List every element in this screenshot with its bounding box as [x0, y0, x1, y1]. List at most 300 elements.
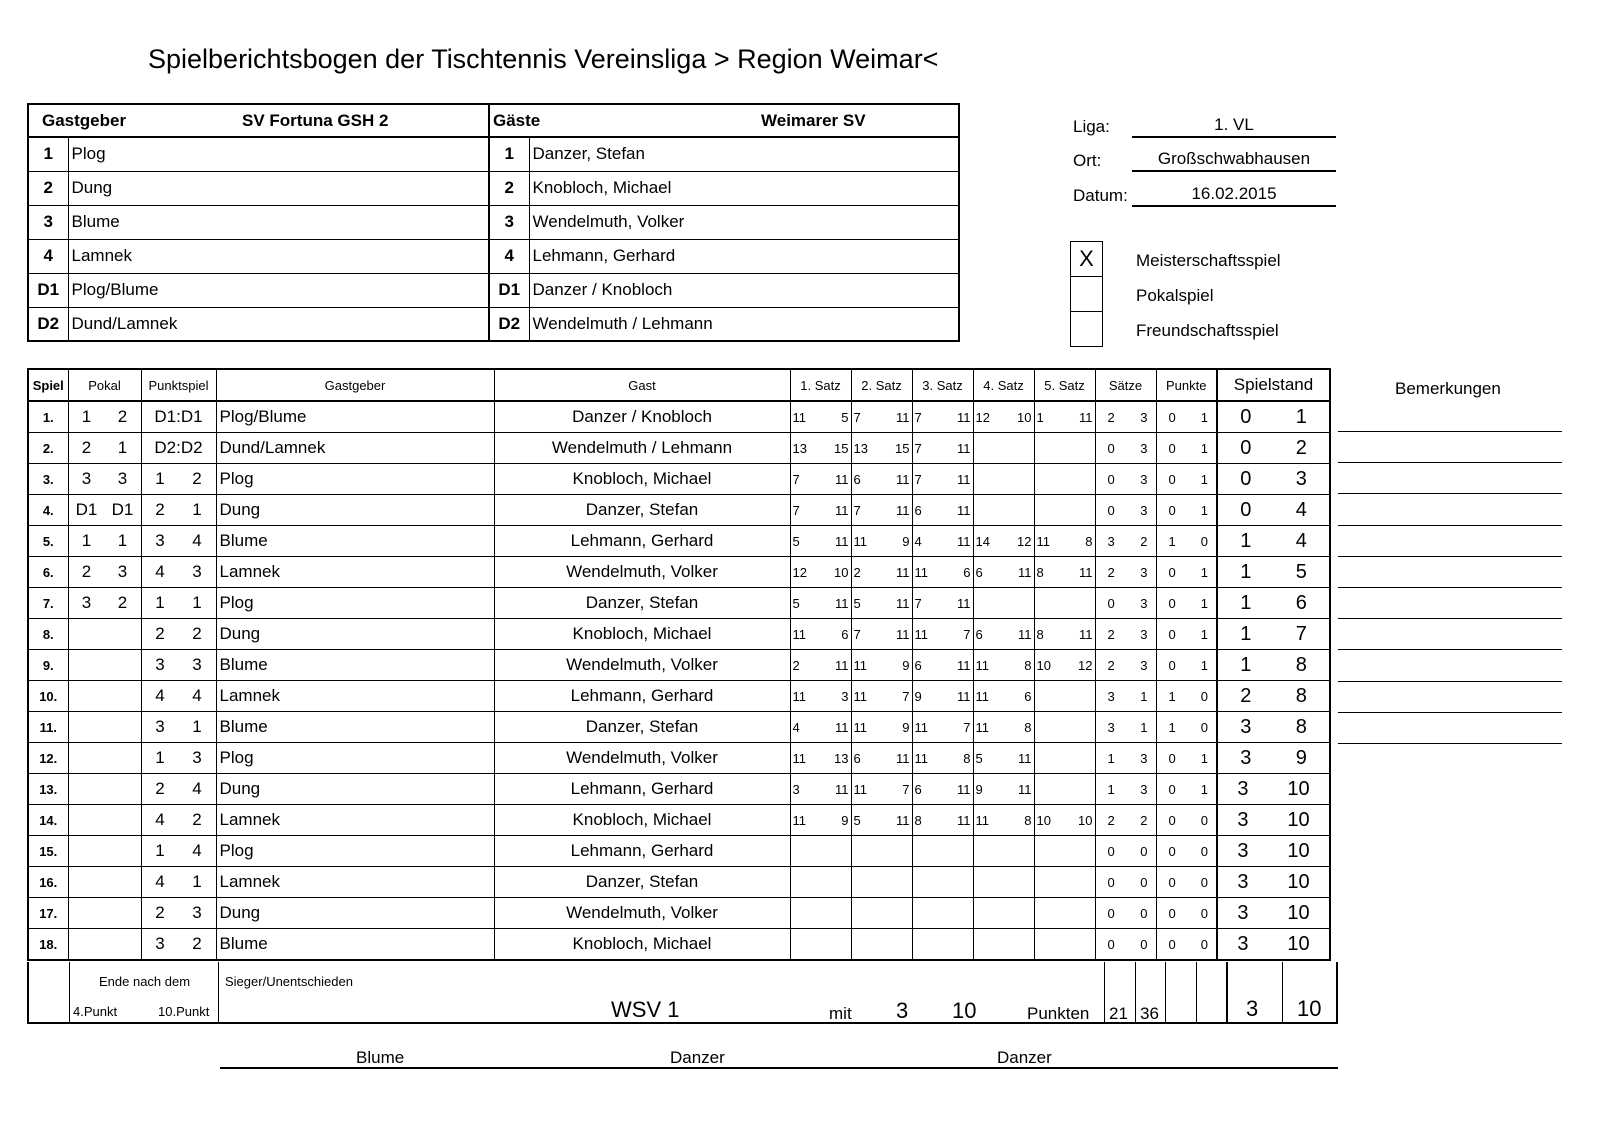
set-4-score — [973, 867, 1034, 898]
punktspiel-host: 4 — [155, 872, 165, 891]
match-row — [28, 650, 1330, 681]
punkte-pair — [1157, 782, 1217, 797]
match-guest-player: Wendelmuth, Volker — [494, 898, 790, 929]
set-host-points: 10 — [1036, 812, 1051, 828]
punktspiel-cell — [141, 650, 216, 681]
punktspiel-cell — [141, 712, 216, 743]
spielstand-cell — [1217, 712, 1330, 743]
spielstand-cell — [1217, 495, 1330, 526]
match-row — [28, 557, 1330, 588]
match-number: 13. — [28, 774, 68, 805]
pokal-guest: 2 — [117, 593, 128, 612]
liga-value: 1. VL — [1132, 114, 1336, 138]
punkte-cell — [1156, 867, 1217, 898]
punkte-host: 0 — [1168, 440, 1176, 456]
saetze-cell — [1095, 712, 1156, 743]
signature-host: Blume — [356, 1048, 405, 1067]
set-2-score — [851, 743, 912, 774]
set-score-pair — [1035, 534, 1095, 549]
set-2-score — [851, 805, 912, 836]
remark-line — [1338, 712, 1562, 713]
set-host-points: 7 — [853, 409, 861, 425]
saetze-host: 3 — [1107, 533, 1115, 549]
set-guest-points: 11 — [957, 471, 971, 487]
header-satz4: 4. Satz — [973, 369, 1034, 401]
set-1-score — [790, 898, 851, 929]
punkte-host: 1 — [1168, 719, 1176, 735]
freundschaft-label: Freundschaftsspiel — [1136, 321, 1279, 340]
header-pokal: Pokal — [68, 369, 141, 401]
match-row — [28, 401, 1330, 433]
set-guest-points: 11 — [957, 440, 971, 456]
spielstand-guest: 5 — [1295, 560, 1307, 583]
set-host-points: 3 — [792, 781, 800, 797]
pokal-guest: 1 — [117, 438, 128, 457]
punktspiel-host: 1 — [155, 593, 165, 612]
saetze-cell — [1095, 681, 1156, 712]
saetze-host: 2 — [1107, 409, 1115, 425]
spielstand-guest: 1 — [1295, 405, 1307, 428]
set-score-pair — [913, 782, 973, 797]
saetze-cell — [1095, 526, 1156, 557]
set-score-pair — [791, 689, 851, 704]
set-2-score — [851, 836, 912, 867]
set-host-points: 6 — [975, 626, 983, 642]
results-table — [27, 368, 1331, 961]
pokal-pair — [69, 469, 141, 489]
spielstand-pair — [1218, 840, 1329, 863]
set-score-pair — [974, 410, 1034, 425]
set-score-pair — [791, 534, 851, 549]
punkte-host: 0 — [1168, 874, 1176, 890]
set-1-score — [790, 867, 851, 898]
set-score-pair — [852, 813, 912, 828]
spielstand-host: 0 — [1240, 405, 1252, 428]
signature-referee: Danzer — [997, 1048, 1052, 1067]
set-2-score — [851, 929, 912, 961]
match-host-player: Lamnek — [216, 557, 494, 588]
punktspiel-cell — [141, 433, 216, 464]
datum-value: 16.02.2015 — [1132, 183, 1336, 207]
set-1-score — [790, 433, 851, 464]
saetze-cell — [1095, 433, 1156, 464]
set-host-points: 11 — [792, 626, 806, 642]
set-guest-points: 10 — [1017, 409, 1032, 425]
host-player-name: Lamnek — [68, 239, 489, 273]
match-guest-player: Danzer, Stefan — [494, 588, 790, 619]
total-saetze-guest: 36 — [1140, 1004, 1159, 1023]
punkte-pair — [1157, 627, 1217, 642]
host-player-number: 2 — [28, 171, 68, 205]
set-guest-points: 11 — [835, 781, 849, 797]
set-score-pair — [974, 534, 1034, 549]
punktspiel-cell — [141, 495, 216, 526]
spielstand-guest: 8 — [1295, 715, 1307, 738]
pokal-cell — [68, 650, 141, 681]
saetze-pair — [1096, 844, 1156, 859]
set-guest-points: 11 — [896, 471, 910, 487]
punkte-pair — [1157, 410, 1217, 425]
remark-line — [1338, 556, 1562, 557]
set-guest-points: 11 — [1018, 626, 1032, 642]
punktspiel-pair — [142, 748, 216, 768]
set-guest-points: 8 — [1085, 533, 1093, 549]
saetze-guest: 0 — [1140, 843, 1148, 859]
punktspiel-guest: 2 — [192, 624, 202, 643]
ende-punkt4: 4.Punkt — [73, 1004, 118, 1019]
punktspiel-cell — [141, 401, 216, 433]
match-guest-player: Knobloch, Michael — [494, 929, 790, 961]
punktspiel-host: 3 — [155, 934, 165, 953]
match-row — [28, 619, 1330, 650]
punkte-guest: 0 — [1200, 874, 1208, 890]
punkten-label: Punkten — [1027, 1004, 1090, 1023]
set-score-pair — [791, 782, 851, 797]
set-3-score — [912, 619, 973, 650]
host-header — [28, 104, 489, 137]
header-punkte: Punkte — [1156, 369, 1217, 401]
set-score-pair — [974, 813, 1034, 828]
spielstand-host: 0 — [1240, 467, 1252, 490]
pokal-cell — [68, 681, 141, 712]
set-guest-points: 7 — [963, 719, 971, 735]
punkte-host: 0 — [1168, 812, 1176, 828]
saetze-host: 2 — [1107, 657, 1115, 673]
spielstand-host: 3 — [1237, 839, 1249, 862]
guest-player-name: Wendelmuth, Volker — [529, 205, 959, 239]
set-guest-points: 11 — [1018, 750, 1032, 766]
saetze-host: 3 — [1107, 688, 1115, 704]
set-1-score — [790, 836, 851, 867]
set-score-pair — [852, 441, 912, 456]
match-guest-player: Wendelmuth, Volker — [494, 743, 790, 774]
set-guest-points: 9 — [902, 533, 910, 549]
set-score-pair — [913, 658, 973, 673]
set-guest-points: 15 — [834, 440, 849, 456]
set-score-pair — [913, 627, 973, 642]
set-guest-points: 11 — [896, 626, 910, 642]
punktspiel-pair — [142, 779, 216, 799]
set-3-score — [912, 401, 973, 433]
punkte-cell — [1156, 743, 1217, 774]
saetze-guest: 3 — [1140, 409, 1148, 425]
spielstand-pair — [1218, 933, 1329, 956]
pokal-cell — [68, 557, 141, 588]
punktspiel-cell — [141, 929, 216, 961]
match-number: 11. — [28, 712, 68, 743]
header-satz3: 3. Satz — [912, 369, 973, 401]
spielstand-pair — [1218, 592, 1329, 615]
set-score-pair — [791, 503, 851, 518]
punktspiel-guest: 4 — [192, 779, 202, 798]
set-score-pair — [913, 813, 973, 828]
saetze-pair — [1096, 627, 1156, 642]
punkte-guest: 0 — [1200, 812, 1208, 828]
final-score-host: 3 — [896, 998, 909, 1023]
set-4-score — [973, 495, 1034, 526]
saetze-cell — [1095, 588, 1156, 619]
freundschaft-checkbox[interactable] — [1070, 311, 1103, 347]
pokal-pair — [69, 531, 141, 551]
spielstand-host: 3 — [1237, 932, 1249, 955]
saetze-guest: 3 — [1140, 626, 1148, 642]
punkte-pair — [1157, 503, 1217, 518]
total-saetze-host: 21 — [1109, 1004, 1128, 1023]
spielstand-host: 1 — [1240, 529, 1252, 552]
punktspiel-pair — [142, 593, 216, 613]
spielstand-guest: 8 — [1295, 653, 1307, 676]
team-row — [28, 307, 959, 341]
punkte-pair — [1157, 441, 1217, 456]
host-label: Gastgeber — [42, 110, 127, 130]
set-host-points: 1 — [1036, 409, 1044, 425]
pokal-cell — [68, 526, 141, 557]
set-score-pair — [913, 534, 973, 549]
spielstand-pair — [1218, 716, 1329, 739]
match-row — [28, 805, 1330, 836]
guest-player-name: Knobloch, Michael — [529, 171, 959, 205]
set-host-points: 5 — [792, 533, 800, 549]
set-host-points: 4 — [914, 533, 922, 549]
spielstand-cell — [1217, 401, 1330, 433]
punkte-guest: 1 — [1200, 564, 1208, 580]
punkte-pair — [1157, 813, 1217, 828]
set-guest-points: 8 — [1024, 657, 1032, 673]
guest-player-number: 3 — [489, 205, 529, 239]
set-guest-points: 11 — [957, 502, 971, 518]
set-host-points: 7 — [914, 440, 922, 456]
set-5-score — [1034, 401, 1095, 433]
set-score-pair — [913, 441, 973, 456]
set-score-pair — [852, 410, 912, 425]
pokal-cell — [68, 743, 141, 774]
set-score-pair — [791, 751, 851, 766]
datum-label: Datum: — [1073, 186, 1128, 205]
punktspiel-guest: 4 — [192, 686, 202, 705]
spielstand-pair — [1218, 468, 1329, 491]
set-5-score — [1034, 464, 1095, 495]
set-host-points: 5 — [792, 595, 800, 611]
punktspiel-pair — [142, 717, 216, 737]
set-score-pair — [852, 782, 912, 797]
set-4-score — [973, 526, 1034, 557]
set-2-score — [851, 619, 912, 650]
set-host-points: 12 — [975, 409, 990, 425]
set-guest-points: 12 — [1017, 533, 1032, 549]
header-gast: Gast — [494, 369, 790, 401]
pokal-pair — [69, 407, 141, 427]
punkte-host: 0 — [1168, 781, 1176, 797]
set-2-score — [851, 588, 912, 619]
saetze-pair — [1096, 441, 1156, 456]
set-2-score — [851, 681, 912, 712]
pokal-host: 3 — [81, 593, 92, 612]
match-guest-player: Wendelmuth, Volker — [494, 557, 790, 588]
punkte-guest: 0 — [1200, 936, 1208, 952]
set-host-points: 11 — [975, 812, 989, 828]
saetze-host: 0 — [1107, 502, 1115, 518]
punktspiel-pair — [142, 562, 216, 582]
punktspiel-cell — [141, 526, 216, 557]
punktspiel-cell — [141, 898, 216, 929]
match-host-player: Blume — [216, 650, 494, 681]
set-host-points: 11 — [975, 688, 989, 704]
punkte-host: 0 — [1168, 409, 1176, 425]
set-4-score — [973, 743, 1034, 774]
pokal-cell — [68, 495, 141, 526]
saetze-guest: 3 — [1140, 595, 1148, 611]
punkte-cell — [1156, 588, 1217, 619]
punktspiel-cell — [141, 867, 216, 898]
match-row — [28, 929, 1330, 961]
set-guest-points: 11 — [1018, 781, 1032, 797]
host-player-number: 3 — [28, 205, 68, 239]
pokal-host: 2 — [81, 438, 92, 457]
set-score-pair — [974, 751, 1034, 766]
spielstand-pair — [1218, 685, 1329, 708]
signature-line — [220, 1067, 1338, 1069]
header-punktspiel: Punktspiel — [141, 369, 216, 401]
spielstand-cell — [1217, 619, 1330, 650]
host-player-name: Dung — [68, 171, 489, 205]
match-number: 2. — [28, 433, 68, 464]
set-score-pair — [913, 565, 973, 580]
punkte-cell — [1156, 495, 1217, 526]
set-3-score — [912, 433, 973, 464]
punkte-pair — [1157, 906, 1217, 921]
set-host-points: 6 — [914, 657, 922, 673]
spielstand-guest: 3 — [1295, 467, 1307, 490]
spielstand-guest: 4 — [1295, 529, 1307, 552]
set-2-score — [851, 526, 912, 557]
set-guest-points: 11 — [896, 564, 910, 580]
header-bemerkungen: Bemerkungen — [1395, 379, 1501, 398]
set-5-score — [1034, 495, 1095, 526]
saetze-cell — [1095, 743, 1156, 774]
spielstand-host: 3 — [1237, 808, 1249, 831]
set-host-points: 11 — [975, 657, 989, 673]
set-score-pair — [791, 658, 851, 673]
set-score-pair — [913, 410, 973, 425]
saetze-host: 2 — [1107, 564, 1115, 580]
set-host-points: 10 — [1036, 657, 1051, 673]
set-guest-points: 11 — [835, 719, 849, 735]
set-guest-points: 11 — [957, 409, 971, 425]
punkte-host: 0 — [1168, 657, 1176, 673]
set-2-score — [851, 867, 912, 898]
match-guest-player: Wendelmuth / Lehmann — [494, 433, 790, 464]
meisterschaft-checkbox[interactable]: X — [1070, 241, 1103, 277]
set-5-score — [1034, 433, 1095, 464]
punkte-guest: 1 — [1200, 440, 1208, 456]
set-host-points: 6 — [914, 781, 922, 797]
set-4-score — [973, 433, 1034, 464]
punkte-guest: 0 — [1200, 843, 1208, 859]
pokal-pair — [69, 500, 141, 520]
set-4-score — [973, 557, 1034, 588]
set-host-points: 13 — [853, 440, 868, 456]
set-score-pair — [791, 410, 851, 425]
punktspiel-guest: 1 — [192, 500, 202, 519]
header-satz1: 1. Satz — [790, 369, 851, 401]
pokal-checkbox[interactable] — [1070, 276, 1103, 312]
set-3-score — [912, 774, 973, 805]
set-score-pair — [913, 689, 973, 704]
saetze-host: 2 — [1107, 626, 1115, 642]
pokal-host: D1 — [75, 500, 98, 519]
match-guest-player: Lehmann, Gerhard — [494, 836, 790, 867]
punktspiel-guest: 3 — [192, 903, 202, 922]
punktspiel-host: 2 — [155, 903, 165, 922]
guest-header — [489, 104, 959, 137]
match-row — [28, 464, 1330, 495]
match-number: 4. — [28, 495, 68, 526]
guest-label: Gäste — [493, 110, 541, 130]
set-guest-points: 13 — [834, 750, 849, 766]
saetze-host: 0 — [1107, 595, 1115, 611]
set-2-score — [851, 650, 912, 681]
set-2-score — [851, 401, 912, 433]
header-satz5: 5. Satz — [1034, 369, 1095, 401]
set-1-score — [790, 464, 851, 495]
match-guest-player: Danzer, Stefan — [494, 495, 790, 526]
punkte-host: 1 — [1168, 533, 1176, 549]
punkte-pair — [1157, 658, 1217, 673]
punktspiel-value: D2:D2 — [154, 438, 203, 457]
spielstand-cell — [1217, 805, 1330, 836]
set-5-score — [1034, 836, 1095, 867]
total-stand-guest: 10 — [1297, 996, 1322, 1021]
set-3-score — [912, 681, 973, 712]
set-host-points: 2 — [792, 657, 800, 673]
set-2-score — [851, 557, 912, 588]
team-lineup-table — [27, 103, 960, 342]
set-2-score — [851, 774, 912, 805]
spielstand-cell — [1217, 681, 1330, 712]
set-score-pair — [852, 534, 912, 549]
set-guest-points: 11 — [835, 502, 849, 518]
saetze-host: 0 — [1107, 905, 1115, 921]
spielstand-host: 3 — [1240, 715, 1252, 738]
spielstand-guest: 8 — [1295, 684, 1307, 707]
spielstand-guest: 10 — [1287, 808, 1310, 831]
page-title: Spielberichtsbogen der Tischtennis Vereinsliga > Region Weimar< — [148, 44, 939, 74]
match-number: 8. — [28, 619, 68, 650]
set-5-score — [1034, 588, 1095, 619]
host-team-name: SV Fortuna GSH 2 — [242, 110, 389, 130]
punktspiel-cell — [141, 557, 216, 588]
saetze-host: 1 — [1107, 781, 1115, 797]
set-guest-points: 11 — [1018, 564, 1032, 580]
set-host-points: 13 — [792, 440, 807, 456]
spielstand-guest: 10 — [1287, 839, 1310, 862]
set-4-score — [973, 898, 1034, 929]
remark-line — [1338, 493, 1562, 494]
pokal-cell — [68, 774, 141, 805]
set-score-pair — [852, 472, 912, 487]
punkte-host: 0 — [1168, 936, 1176, 952]
punkte-guest: 0 — [1200, 533, 1208, 549]
punktspiel-pair — [142, 686, 216, 706]
set-host-points: 11 — [853, 781, 867, 797]
punkte-host: 0 — [1168, 905, 1176, 921]
pokal-cell — [68, 401, 141, 433]
set-4-score — [973, 464, 1034, 495]
remark-line — [1338, 462, 1562, 463]
punktspiel-pair — [142, 624, 216, 644]
punktspiel-pair — [142, 655, 216, 675]
punkte-pair — [1157, 596, 1217, 611]
